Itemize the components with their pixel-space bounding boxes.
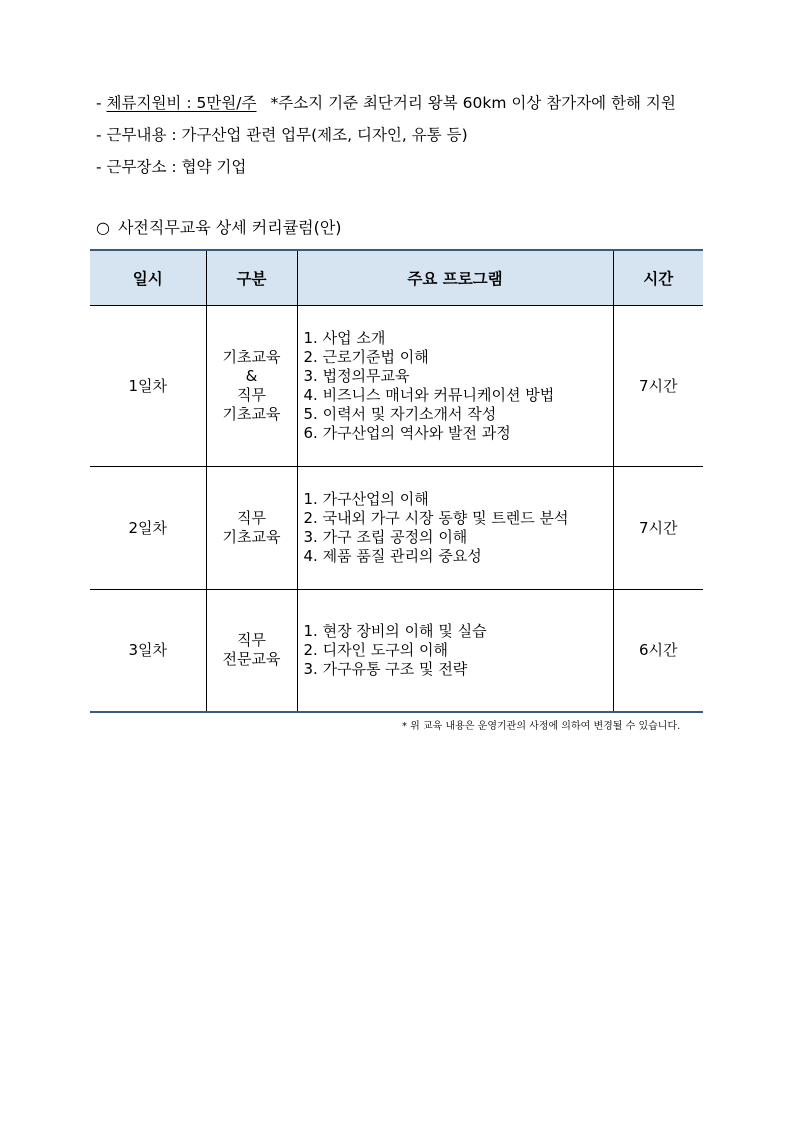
category-line: 기초교육 — [222, 348, 281, 366]
section-title: 사전직무교육 상세 커리큘럼(안) — [117, 218, 342, 237]
support-label: 체류지원비 : 5만원/주 — [106, 94, 257, 112]
table-header-row — [90, 250, 703, 306]
program-item: 3. 가구유통 구조 및 전략 — [303, 659, 468, 678]
category-line: 기초교육 — [222, 405, 281, 423]
program-item: 3. 법정의무교육 — [303, 367, 410, 385]
work-bullet: - 근무내용 : 가구산업 관련 업무(제조, 디자인, 유통 등) — [96, 126, 468, 144]
category-cell — [206, 306, 297, 467]
header-category: 구분 — [206, 250, 297, 306]
section-heading — [96, 218, 342, 238]
programs-cell — [297, 590, 613, 712]
category-line: 기초교육 — [222, 528, 281, 546]
support-prefix: - — [96, 94, 107, 112]
program-item: 6. 가구산업의 역사와 발전 과정 — [303, 424, 511, 442]
support-bullet — [96, 93, 676, 113]
program-item: 1. 현장 장비의 이해 및 실습 — [303, 621, 487, 640]
place-bullet: - 근무장소 : 협약 기업 — [96, 158, 247, 176]
category-line: 직무 — [237, 386, 266, 404]
program-item: 2. 근로기준법 이해 — [303, 348, 429, 366]
program-item: 3. 가구 조립 공정의 이해 — [303, 528, 468, 546]
circle-bullet-icon: ○ — [96, 218, 110, 237]
hours-cell: 7시간 — [613, 306, 703, 467]
table-row — [90, 467, 703, 590]
programs-cell — [297, 467, 613, 590]
hours-cell: 7시간 — [613, 467, 703, 590]
day-cell: 3일차 — [90, 590, 206, 712]
program-item: 5. 이력서 및 자기소개서 작성 — [303, 405, 497, 423]
category-line: 전문교육 — [222, 650, 281, 669]
hours-cell: 6시간 — [613, 590, 703, 712]
support-note: *주소지 기준 최단거리 왕복 60km 이상 참가자에 한해 지원 — [270, 94, 676, 112]
header-hours: 시간 — [613, 250, 703, 306]
category-cell — [206, 590, 297, 712]
table-row — [90, 590, 703, 712]
program-item: 1. 사업 소개 — [303, 329, 386, 347]
programs-cell — [297, 306, 613, 467]
header-day: 일시 — [90, 250, 206, 306]
day-cell: 2일차 — [90, 467, 206, 590]
category-line: 직무 — [237, 509, 266, 527]
category-line: 직무 — [237, 631, 266, 650]
category-line: & — [245, 367, 258, 385]
program-item: 2. 국내외 가구 시장 동향 및 트렌드 분석 — [303, 509, 569, 527]
program-item: 4. 제품 품질 관리의 중요성 — [303, 547, 482, 565]
header-programs: 주요 프로그램 — [297, 250, 613, 306]
program-item: 2. 디자인 도구의 이해 — [303, 640, 449, 659]
program-item: 4. 비즈니스 매너와 커뮤니케이션 방법 — [303, 386, 555, 404]
category-cell — [206, 467, 297, 590]
curriculum-table — [90, 249, 703, 713]
day-cell: 1일차 — [90, 306, 206, 467]
program-item: 1. 가구산업의 이해 — [303, 490, 429, 508]
table-row — [90, 306, 703, 467]
footnote: * 위 교육 내용은 운영기관의 사정에 의하여 변경될 수 있습니다. — [402, 721, 681, 732]
